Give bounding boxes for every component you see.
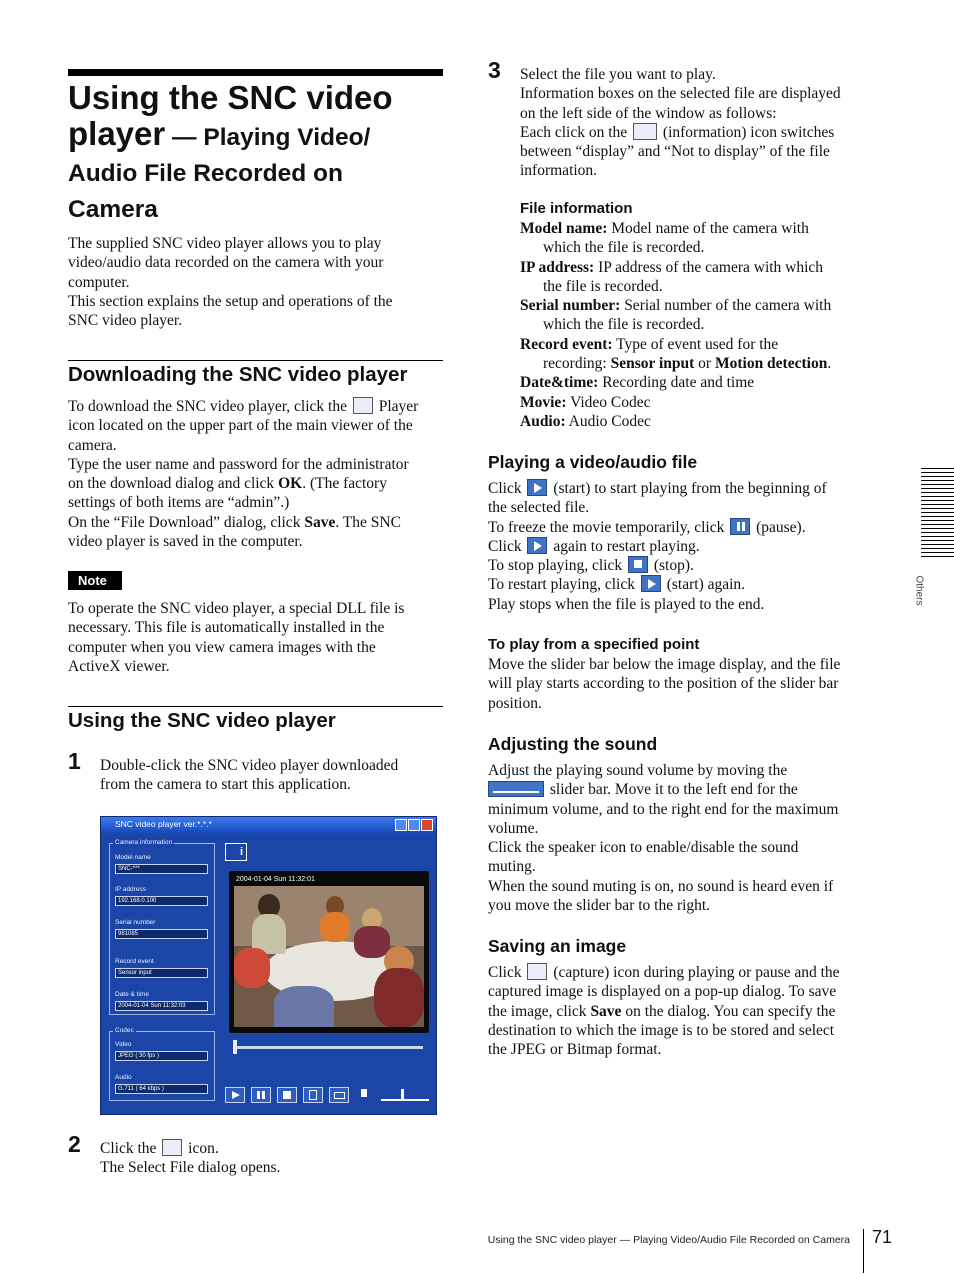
minimize-icon: [395, 819, 407, 831]
term: Model name:: [520, 220, 608, 237]
intro-paragraph: [68, 234, 448, 330]
volume-slider: [381, 1099, 429, 1101]
text: Type the user name and password for the administrator: [68, 455, 409, 473]
maximize-icon: [408, 819, 420, 831]
serial-field: 981085: [115, 929, 208, 939]
text: the JPEG or Bitmap format.: [488, 1041, 662, 1059]
text: icon located on the upper part of the main viewer of the: [68, 417, 413, 435]
snc-player-screenshot: [100, 816, 437, 1115]
text: Move the slider bar below the image display, and the file: [488, 656, 841, 673]
text: (start) to start playing from the beginning of: [553, 480, 827, 497]
text: Click: [488, 480, 522, 497]
text: Type of event used for the: [612, 335, 779, 353]
text: the image, click: [488, 1002, 591, 1020]
page-title: [68, 80, 448, 228]
text: On the “File Download” dialog, click: [68, 513, 305, 531]
text: recording:: [543, 355, 611, 373]
note-label: Note: [68, 571, 122, 590]
stop-icon: [628, 556, 648, 573]
step-number: 2: [68, 1131, 81, 1157]
text: Click the speaker icon to enable/disable the sound: [488, 839, 799, 857]
pause-icon: [730, 518, 750, 535]
volume-slider-thumb: [401, 1089, 404, 1101]
play-icon: [527, 479, 547, 496]
text: Click: [488, 964, 522, 981]
text: .: [827, 355, 832, 373]
text: from the camera to start this application.: [100, 776, 351, 794]
term: Serial number:: [520, 297, 621, 315]
timestamp-overlay: 2004-01-04 Sun 11:32:01: [236, 876, 315, 883]
video-field: JPEG ( 30 fps ): [115, 1051, 208, 1061]
event-field: Sensor input: [115, 968, 208, 978]
note-line: ActiveX viewer.: [68, 657, 170, 675]
text: muting.: [488, 858, 536, 876]
section-rule: [68, 360, 443, 361]
text: the selected file.: [488, 499, 590, 517]
text: minimum volume, and to the right end for the maximum: [488, 800, 839, 818]
seek-slider: [235, 1046, 423, 1049]
term: Motion detection: [714, 355, 828, 373]
text: Double-click the SNC video player downloaded: [100, 757, 399, 774]
text: (stop).: [653, 557, 694, 575]
text: When the sound muting is on, no sound is heard even if: [488, 877, 834, 895]
text: on the download dialog and click: [68, 475, 279, 493]
info-icon-glyph: i: [239, 846, 243, 858]
text: again to restart playing.: [553, 537, 700, 555]
date-label: Date & time: [115, 991, 149, 998]
note-line: necessary. This file is automatically installed in the: [68, 619, 385, 637]
term: Date&time:: [520, 374, 599, 392]
text: (information) icon switches: [662, 123, 835, 141]
playing-body: [488, 479, 868, 614]
section-rule: [68, 706, 443, 707]
term: Sensor input: [610, 355, 695, 373]
open-file-icon: [162, 1139, 182, 1156]
text: the file is recorded.: [543, 277, 663, 295]
footer-divider: [863, 1229, 864, 1273]
text: or: [694, 355, 715, 373]
text: To freeze the movie temporarily, click: [488, 518, 725, 536]
downloading-heading: Downloading the SNC video player: [68, 363, 408, 386]
text: between “display” and “Not to display” of the file: [520, 143, 830, 161]
play-icon: [225, 1087, 245, 1103]
model-field: SNC-***: [115, 864, 208, 874]
step3-text: [520, 65, 865, 181]
text: camera.: [68, 436, 117, 454]
seek-slider-thumb: [233, 1040, 237, 1054]
file-info-heading: File information: [520, 200, 633, 217]
event-label: Record event: [115, 958, 154, 965]
text: on the dialog. You can specify the: [621, 1002, 836, 1020]
intro-line: computer.: [68, 273, 130, 291]
step-number: 1: [68, 748, 81, 774]
term: Record event:: [520, 335, 613, 353]
stop-icon: [277, 1087, 297, 1103]
close-icon: [421, 819, 433, 831]
text: Click: [488, 537, 522, 555]
term: Movie:: [520, 393, 567, 411]
text: Recording date and time: [598, 374, 755, 392]
side-tab-label: Others: [913, 575, 925, 606]
codec-label: Codec: [115, 1027, 134, 1034]
footer-text: Using the SNC video player — Playing Video/Audio File Recorded on Camera: [487, 1234, 850, 1246]
text: Model name of the camera with: [607, 220, 809, 237]
text: icon.: [188, 1140, 219, 1157]
intro-line: video/audio data recorded on the camera with your: [68, 254, 384, 272]
window-titlebar: [101, 817, 436, 834]
note-line: To operate the SNC video player, a special DLL file is: [68, 600, 405, 617]
page-number: 71: [872, 1227, 893, 1247]
text: (start) again.: [666, 576, 746, 594]
text: Each click on the: [520, 123, 628, 141]
text: on the left side of the window as follows:: [520, 104, 777, 122]
date-field: 2004-01-04 Sun 11:32:03: [115, 1001, 208, 1011]
volume-slider-icon: [488, 781, 544, 797]
text: Play stops when the file is played to the end.: [488, 595, 765, 613]
player-download-icon: [353, 397, 373, 414]
text: . (The factory: [302, 475, 387, 493]
title-line-1: Using the SNC video: [68, 79, 393, 116]
using-heading: Using the SNC video player: [68, 709, 336, 732]
text: Adjust the playing sound volume by moving the: [488, 762, 788, 779]
save-term: Save: [590, 1002, 622, 1020]
specified-heading: To play from a specified point: [488, 636, 700, 653]
title-rule: [68, 69, 443, 76]
text: The Select File dialog opens.: [100, 1159, 281, 1177]
text: To restart playing, click: [488, 576, 635, 594]
text: Select the file you want to play.: [520, 66, 716, 83]
video-frame: [229, 871, 429, 1033]
audio-field: G.711 ( 64 kbps ): [115, 1084, 208, 1094]
open-file-icon: [329, 1087, 349, 1103]
text: . The SNC: [335, 513, 401, 531]
step-number: 3: [488, 57, 501, 83]
text: To stop playing, click: [488, 557, 623, 575]
text: Information boxes on the selected file are displayed: [520, 85, 841, 103]
playing-heading: Playing a video/audio file: [488, 452, 698, 472]
text: information.: [520, 162, 598, 180]
model-label: Model name: [115, 854, 151, 861]
text: Serial number of the camera with: [620, 297, 832, 315]
intro-line: The supplied SNC video player allows you to play: [68, 235, 382, 252]
info-toggle-icon: [225, 843, 247, 861]
note-body: [68, 599, 448, 676]
file-info-list: [520, 219, 865, 431]
play-icon: [641, 575, 661, 592]
term: IP address:: [520, 258, 595, 276]
text: To download the SNC video player, click the: [68, 398, 347, 415]
text: position.: [488, 694, 542, 712]
step2-text: [100, 1139, 445, 1178]
saving-heading: Saving an image: [488, 936, 627, 956]
sound-body: [488, 761, 868, 915]
play-icon: [527, 537, 547, 554]
title-subtitle-2: Audio File Recorded on: [68, 160, 343, 187]
speaker-icon: [361, 1089, 367, 1097]
term: Audio:: [520, 412, 566, 430]
text: Audio Codec: [565, 412, 651, 430]
text: (pause).: [756, 518, 806, 536]
side-tab-stripes: [921, 468, 954, 560]
ip-label: IP address: [115, 886, 146, 893]
window-title: SNC video player ver.*.*.*: [115, 819, 212, 829]
text: Click the: [100, 1140, 157, 1157]
step1-text: [100, 756, 445, 795]
save-term: Save: [304, 513, 336, 531]
ip-field: 192.168.0.100: [115, 896, 208, 906]
serial-label: Serial number: [115, 919, 156, 926]
saving-body: [488, 963, 868, 1059]
intro-line: This section explains the setup and operations of the: [68, 292, 393, 310]
info-icon: [633, 123, 657, 140]
capture-icon: [527, 963, 547, 980]
text: which the file is recorded.: [543, 316, 705, 334]
downloading-body: [68, 397, 448, 551]
text: which the file is recorded.: [543, 239, 705, 257]
ok-term: OK: [278, 475, 303, 493]
audio-label: Audio: [115, 1074, 132, 1081]
title-subtitle-1: — Playing Video/: [165, 124, 371, 151]
text: Player: [378, 398, 419, 415]
text: destination to which the image is to be stored and select: [488, 1021, 835, 1039]
text: volume.: [488, 819, 539, 837]
note-line: computer when you view camera images with the: [68, 638, 376, 656]
title-subtitle-3: Camera: [68, 196, 158, 223]
text: Video Codec: [566, 393, 651, 411]
classroom-image: [234, 886, 424, 1027]
camera-info-label: Camera information: [115, 839, 173, 846]
sound-heading: Adjusting the sound: [488, 734, 658, 754]
text: IP address of the camera with which: [594, 258, 824, 276]
text: settings of both items are “admin”.): [68, 494, 290, 512]
text: captured image is displayed on a pop-up dialog. To save: [488, 983, 837, 1001]
pause-icon: [251, 1087, 271, 1103]
text: (capture) icon during playing or pause and the: [553, 964, 840, 981]
title-line-2: player: [68, 115, 166, 152]
video-label: Video: [115, 1041, 132, 1048]
text: slider bar. Move it to the left end for the: [549, 781, 798, 799]
capture-icon: [303, 1087, 323, 1103]
text: will play starts according to the position of the slider bar: [488, 675, 839, 693]
specified-body: [488, 655, 868, 713]
text: you move the slider bar to the right.: [488, 897, 711, 915]
text: video player is saved in the computer.: [68, 533, 303, 551]
intro-line: SNC video player.: [68, 312, 183, 330]
